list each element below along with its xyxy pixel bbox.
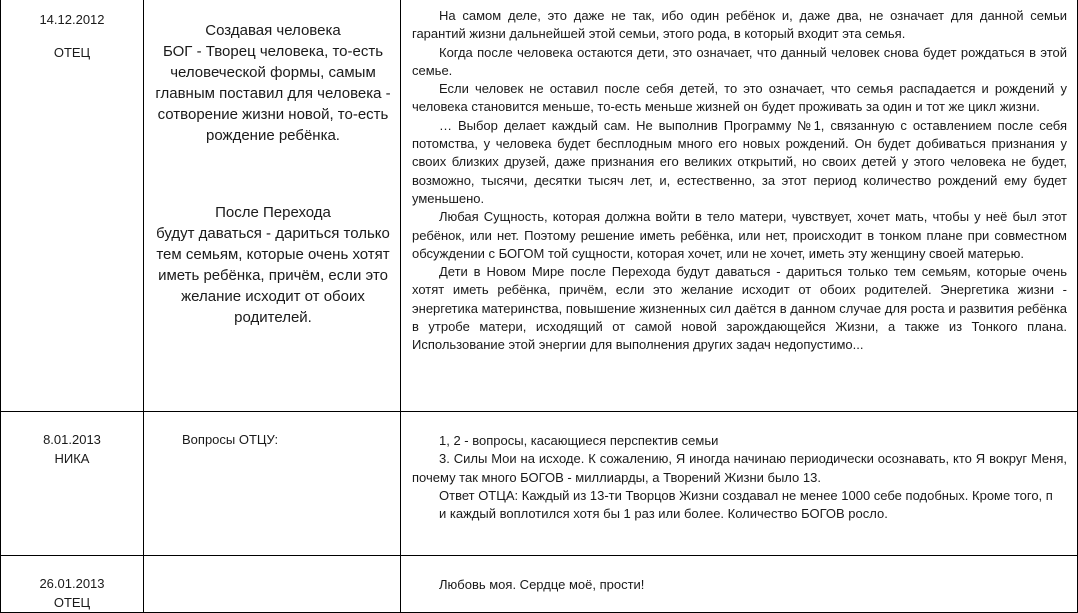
entry-meta-cell bbox=[1, 556, 144, 613]
table-row bbox=[1, 412, 1078, 556]
questions-label: Вопросы ОТЦУ: bbox=[182, 432, 279, 447]
entry-author: ОТЕЦ bbox=[53, 45, 91, 60]
entry-meta-cell bbox=[1, 0, 144, 412]
entry-body-cell bbox=[401, 556, 1078, 613]
entry-summary-cell bbox=[144, 412, 401, 556]
entry-summary-cell bbox=[144, 556, 401, 613]
summary-heading: Создавая человека bbox=[205, 22, 341, 39]
entry-date: 8.01.2013 bbox=[43, 432, 101, 447]
body-paragraph: 3. Силы Мои на исходе. К сожалению, Я иногда начинаю периодически осознавать, кто Я вокруг Меня, почему так много БОГОВ - миллиарды, а Творений Жизни было 13. bbox=[412, 451, 1067, 485]
summary-heading: После Перехода bbox=[215, 204, 331, 221]
entry-date: 26.01.2013 bbox=[39, 576, 105, 591]
table-row bbox=[1, 0, 1078, 412]
entry-body-cell bbox=[401, 0, 1078, 412]
body-paragraph: На самом деле, это даже не так, ибо один ребёнок и, даже два, не означает для данной семьи гарантий жизни дальнейшей этой семьи, этого рода, в который входит эта семья. bbox=[412, 8, 1067, 42]
entry-author: ОТЕЦ bbox=[53, 595, 91, 610]
summary-text: БОГ - Творец человека, то-есть человеческой формы, самым главным поставил для человека - сотворение жизни новой, то-есть рождение ребёнка. bbox=[155, 43, 391, 144]
body-paragraph: Любовь моя. Сердце моё, прости! bbox=[439, 577, 645, 592]
body-paragraph: Если человек не оставил после себя детей, то это означает, что семья распадается и рождений у человека становится меньше, то-есть меньше жизней он будет проживать за один и тот же цикл жизни. bbox=[412, 81, 1067, 115]
entry-author: НИКА bbox=[54, 451, 90, 466]
body-paragraph: … Выбор делает каждый сам. Не выполнив Программу №1, связанную с оставлением после себя потомства, у человека будет бесплодным много его новых рождений. Он будет добиваться признания у своих близких друзей, даже признания его великих открытий, но своих детей у этого человека не будет, возможно, тысячи, десятки тысяч лет, и, естественно, за этот период количество рождений ему будет уменьшено. bbox=[412, 117, 1067, 206]
body-paragraph: и каждый воплотился хотя бы 1 раз или более. Количество БОГОВ росло. bbox=[439, 506, 888, 522]
body-paragraph: Дети в Новом Мире после Перехода будут даваться - дариться только тем семьям, которые очень хотят иметь ребёнка, причём, если это желание исходит от обоих родителей. Энергетика жизни - энергетика материнства, повышение жизненных сил даётся в данном случае для роста и развития ребёнка в утробе матери, исходящий от самой новой зарождающейся Жизни, а также из Тонкого плана. Использование этой энергии для выполнения других задач недопустимо... bbox=[412, 264, 1067, 353]
summary-text: будут даваться - дариться только тем семьям, которые очень хотят иметь ребёнка, причём, если это желание исходит от обоих родителей. bbox=[156, 225, 390, 326]
entry-date: 14.12.2012 bbox=[39, 12, 105, 27]
body-paragraph: 1, 2 - вопросы, касающиеся перспектив семьи bbox=[439, 433, 719, 448]
entry-meta-cell bbox=[1, 412, 144, 556]
table-row bbox=[1, 556, 1078, 613]
entry-summary-cell bbox=[144, 0, 401, 412]
body-paragraph: Когда после человека остаются дети, это означает, что данный человек снова будет рождаться в этой семье. bbox=[412, 44, 1067, 78]
entry-body-cell bbox=[401, 412, 1078, 556]
body-paragraph: Ответ ОТЦА: Каждый из 13-ти Творцов Жизни создавал не менее 1000 себе подобных. Кроме того, п bbox=[439, 487, 1053, 503]
body-paragraph: Любая Сущность, которая должна войти в тело матери, чувствует, хочет мать, чтобы у неё был этот ребёнок, или нет. Поэтому решение иметь ребёнка, или нет, происходит в тонком плане при совместном обсуждении с БОГОМ той сущности, которая хочет, или не хочет, иметь эту женщину своей матерью. bbox=[412, 209, 1067, 261]
